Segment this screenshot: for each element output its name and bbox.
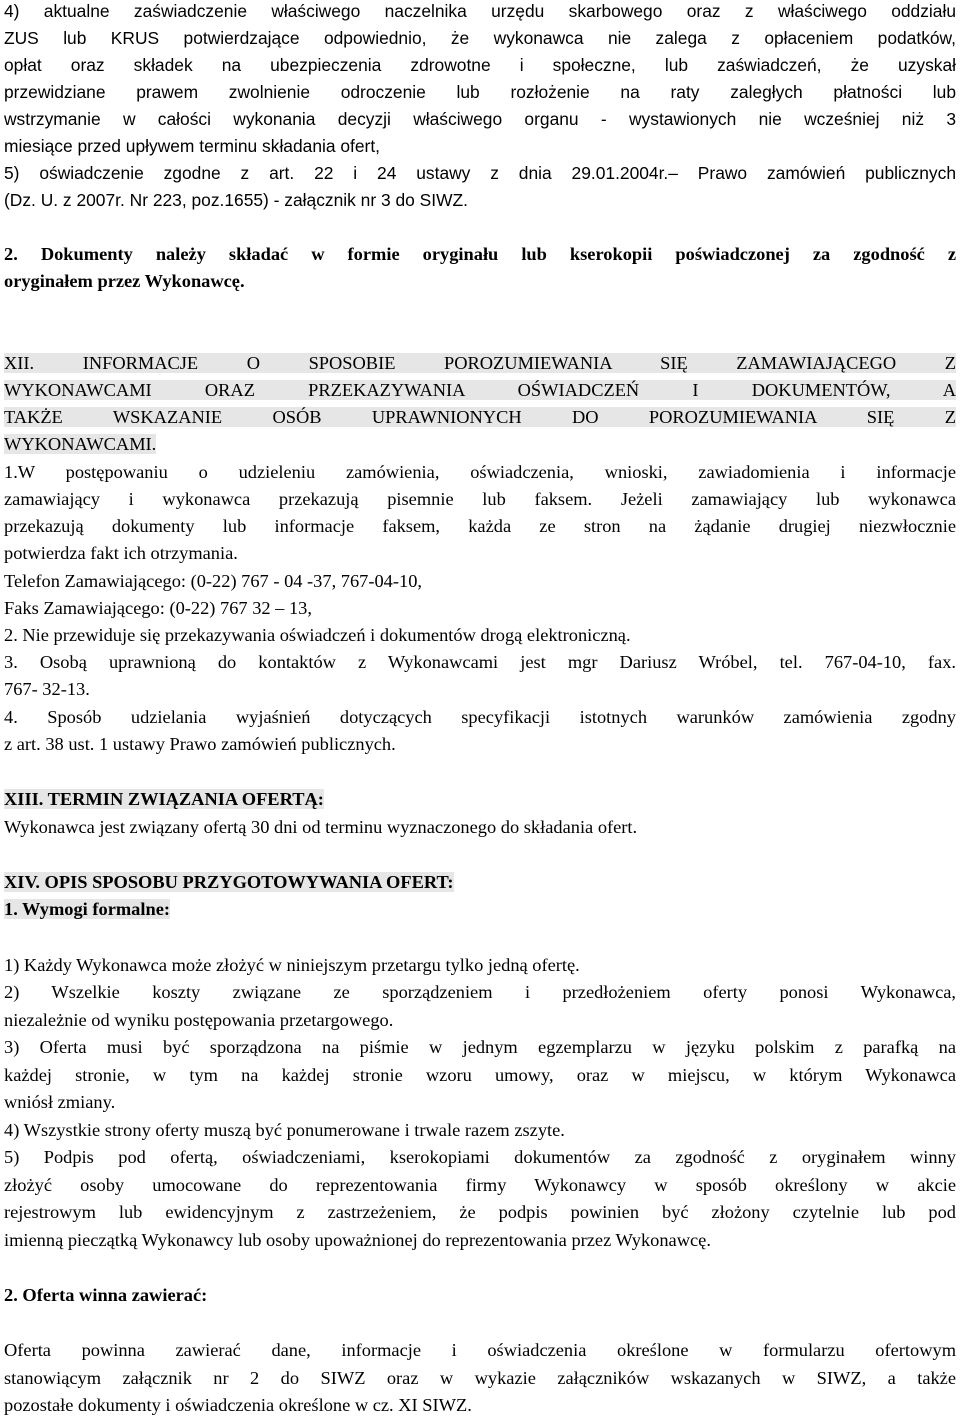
text-line: 2. Dokumenty należy składać w formie oryginału lub kserokopii poświadczonej za zgodność z	[4, 244, 956, 264]
text-line: 5) Podpis pod ofertą, oświadczeniami, kserokopiami dokumentów za zgodność z oryginałem winny	[4, 1147, 956, 1167]
text-line: przewidziane prawem zwolnienie odroczenie lub rozłożenie na raty zaległych płatności lub	[4, 82, 956, 102]
text-line: niezależnie od wyniku postępowania przetargowego.	[4, 1010, 394, 1030]
text-line: 2. Nie przewiduje się przekazywania oświadczeń i dokumentów drogą elektroniczną.	[4, 625, 631, 645]
text-line: przekazują dokumenty lub informacje faksem, każda ze stron na żądanie drugiej niezwłocznie	[4, 516, 956, 536]
section-heading-line	[4, 433, 156, 455]
text-line: stanowiącym załącznik nr 2 do SIWZ oraz w wykazie załączników wskazanych w SIWZ, a także	[4, 1368, 956, 1388]
text-line: 5) oświadczenie zgodne z art. 22 i 24 ustawy z dnia 29.01.2004r.– Prawo zamówień publicznych	[4, 163, 956, 183]
text-line: pozostałe dokumenty i oświadczenia określone w cz. XI SIWZ.	[4, 1395, 472, 1415]
subheading-line: 2. Oferta winna zawierać:	[4, 1285, 208, 1305]
text-line: Oferta powinna zawierać dane, informacje i oświadczenia określone w formularzu ofertowym	[4, 1340, 956, 1360]
text-line: Wykonawca jest związany ofertą 30 dni od terminu wyznaczonego do składania ofert.	[4, 817, 638, 837]
text-line: z art. 38 ust. 1 ustawy Prawo zamówień publicznych.	[4, 734, 396, 754]
highlighted-text: WYKONAWCAMI.	[4, 434, 157, 454]
text-line: każdej stronie, w tym na każdej stronie wzoru umowy, oraz w miejscu, w którym Wykonawca	[4, 1065, 956, 1085]
text-line: wniósł zmiany.	[4, 1092, 116, 1112]
text-line: 2) Wszelkie koszty związane ze sporządzeniem i przedłożeniem oferty ponosi Wykonawca,	[4, 982, 956, 1002]
highlighted-text: TAKŻE WSKAZANIE OSÓB UPRAWNIONYCH DO POROZUMIEWANIA SIĘ Z	[4, 407, 956, 427]
highlighted-text: XII. INFORMACJE O SPOSOBIE POROZUMIEWANIA SIĘ ZAMAWIAJĄCEGO Z	[4, 353, 956, 373]
section-heading-line	[4, 406, 956, 428]
section-heading-line	[4, 352, 956, 374]
highlighted-text: WYKONAWCAMI ORAZ PRZEKAZYWANIA OŚWIADCZEŃ I DOKUMENTÓW, A	[4, 380, 956, 400]
highlighted-text: XIII. TERMIN ZWIĄZANIA OFERTĄ:	[4, 789, 324, 809]
text-line: miesiące przed upływem terminu składania ofert,	[4, 136, 380, 156]
text-line: potwierdza fakt ich otrzymania.	[4, 543, 238, 563]
text-line: oryginałem przez Wykonawcę.	[4, 271, 245, 291]
text-line: złożyć osoby umocowane do reprezentowania firmy Wykonawcy w sposób określony w akcie	[4, 1175, 956, 1195]
text-line: Telefon Zamawiającego: (0-22) 767 - 04 -37, 767-04-10,	[4, 571, 422, 591]
section-heading-line	[4, 379, 956, 401]
text-line: Faks Zamawiającego: (0-22) 767 32 – 13,	[4, 598, 312, 618]
highlighted-text: 1. Wymogi formalne:	[4, 899, 171, 919]
text-line: 4) aktualne zaświadczenie właściwego naczelnika urzędu skarbowego oraz z właściwego oddziału	[4, 1, 956, 21]
section-heading-line	[4, 788, 324, 810]
text-line: 3) Oferta musi być sporządzona na piśmie w jednym egzemplarzu w języku polskim z parafką na	[4, 1037, 956, 1057]
text-line: 767- 32-13.	[4, 679, 90, 699]
text-line: 1.W postępowaniu o udzieleniu zamówienia, oświadczenia, wnioski, zawiadomienia i informacje	[4, 462, 956, 482]
text-line: 3. Osobą uprawnioną do kontaktów z Wykonawcami jest mgr Dariusz Wróbel, tel. 767-04-10, fax.	[4, 652, 956, 672]
text-line: rejestrowym lub ewidencyjnym z zastrzeżeniem, że podpis powinien być złożony czytelnie lub pod	[4, 1202, 956, 1222]
text-line: ZUS lub KRUS potwierdzające odpowiednio, że wykonawca nie zalega z opłaceniem podatków,	[4, 28, 956, 48]
section-heading-line	[4, 871, 454, 893]
text-line: 4. Sposób udzielania wyjaśnień dotyczących specyfikacji istotnych warunków zamówienia zgodny	[4, 707, 956, 727]
section-heading-line	[4, 898, 170, 920]
text-line: wstrzymanie w całości wykonania decyzji właściwego organu - wystawionych nie wcześniej niż 3	[4, 109, 956, 129]
text-line: (Dz. U. z 2007r. Nr 223, poz.1655) - załącznik nr 3 do SIWZ.	[4, 190, 468, 210]
text-line: 1) Każdy Wykonawca może złożyć w niniejszym przetargu tylko jedną ofertę.	[4, 955, 580, 975]
text-line: imienną pieczątką Wykonawcy lub osoby upoważnionej do reprezentowania przez Wykonawcę.	[4, 1230, 711, 1250]
text-line: 4) Wszystkie strony oferty muszą być ponumerowane i trwale razem zszyte.	[4, 1120, 565, 1140]
text-line: zamawiający i wykonawca przekazują pisemnie lub faksem. Jeżeli zamawiający lub wykonawca	[4, 489, 956, 509]
text-line: opłat oraz składek na ubezpieczenia zdrowotne i społeczne, lub zaświadczeń, że uzyskał	[4, 55, 956, 75]
highlighted-text: XIV. OPIS SPOSOBU PRZYGOTOWYWANIA OFERT:	[4, 872, 454, 892]
